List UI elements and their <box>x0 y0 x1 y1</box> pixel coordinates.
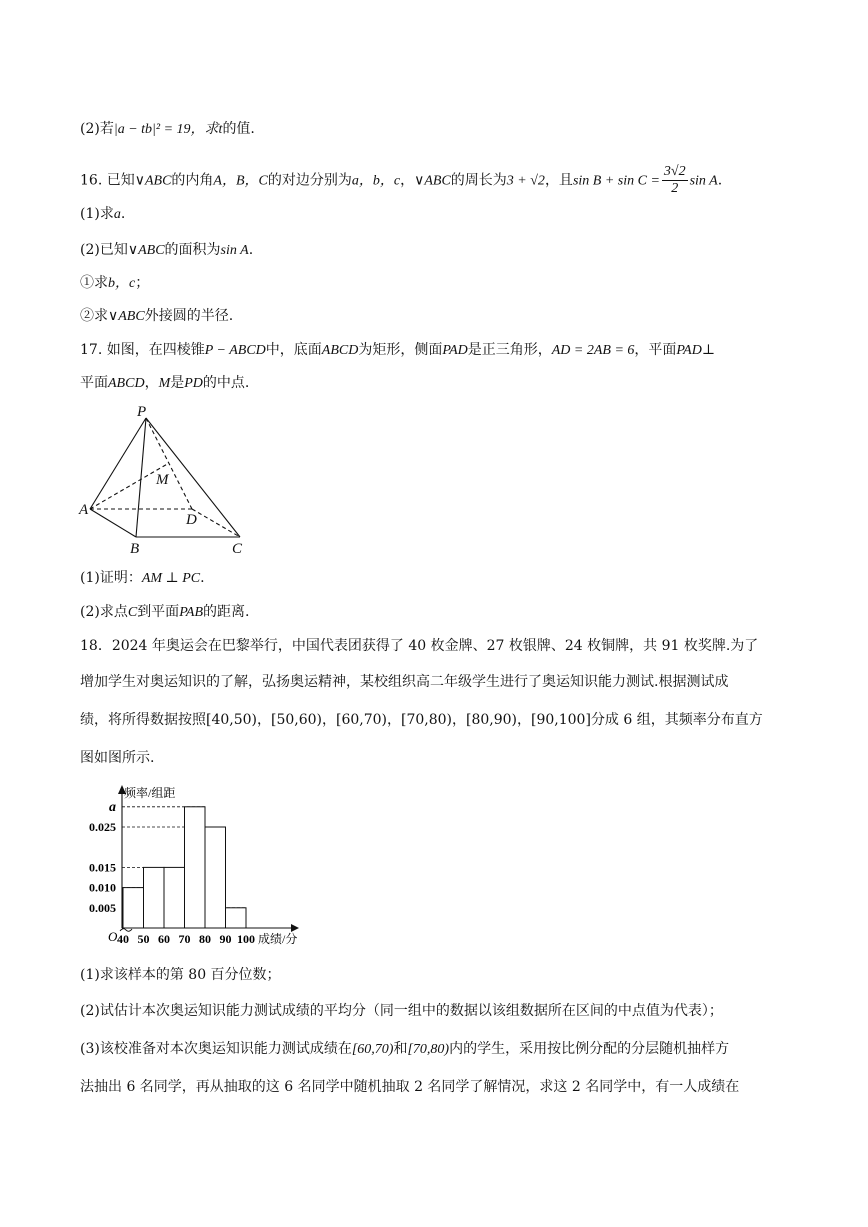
q16-angles: A，B，C <box>213 173 268 189</box>
q17-line2 <box>80 373 249 394</box>
q16-intro-a: 16. 已知 <box>80 172 135 189</box>
q17-base: ABCD <box>321 343 359 358</box>
q17-intro-a: 17. 如图，在四棱锥 <box>80 342 205 358</box>
q16-p2-end: . <box>248 242 254 258</box>
q17-p2-prefix: (2)求点 <box>80 604 128 620</box>
q16-p2b-tri: ∨ABC <box>108 309 145 324</box>
bar-[60,70) <box>164 867 185 928</box>
q17-intro <box>80 340 715 361</box>
q15-part2-expr: |a − tb| <box>113 122 156 137</box>
q18-part1: (1)求该样本的第 80 百分位数； <box>80 967 281 983</box>
q16-eq-left: sin B + sin C = <box>572 173 660 189</box>
q17-p1-expr: AM ⊥ PC <box>141 571 201 586</box>
q16-p2-expr: sin A <box>220 243 249 258</box>
q18-line2: 增加学生对奥运知识的了解，弘扬奥运精神，某校组织高二年级学生进行了奥运知识能力测试.根据测试成 <box>80 674 729 690</box>
q18-p3-i1: [60,70) <box>351 1042 394 1057</box>
label-A: A <box>79 502 89 518</box>
q17-pyramid: P − ABCD <box>204 343 266 358</box>
q16-p1-prefix: (1)求 <box>80 206 114 222</box>
q16-p2-prefix: (2)已知 <box>80 242 128 258</box>
q16-intro-d: ， <box>400 172 415 189</box>
q17-face-2: PAD <box>676 343 702 358</box>
q15-part2-mid: ² = 19，求 <box>155 122 219 137</box>
q18-p3-a: (3)该校准备对本次奥运知识能力测试成绩在 <box>80 1041 352 1057</box>
label-D: D <box>186 512 197 528</box>
pyramid-figure <box>70 400 260 560</box>
q16-p1-end: . <box>120 206 126 222</box>
edge-AB <box>90 509 136 537</box>
q16-p2a-vars: b，c <box>108 276 136 291</box>
y-tick-label-0: 0.005 <box>89 900 116 915</box>
q17-perp: ⊥ <box>701 343 716 358</box>
q17-p2-end: 的距离. <box>203 604 250 620</box>
label-B: B <box>130 541 140 557</box>
label-M: M <box>156 472 169 488</box>
q16-p2b-prefix: ②求 <box>80 308 108 324</box>
q18-line3-a: 绩，将所得数据按照 <box>80 712 206 728</box>
q17-intro-e: ，平面 <box>634 342 677 358</box>
x-axis-arrow <box>291 924 299 932</box>
q17-cond: AD = 2AB = 6 <box>551 343 635 358</box>
q16-p2-mid: 的面积为 <box>164 242 221 258</box>
bar-[40,50) <box>123 888 144 928</box>
q18-p3-c: 内的学生，采用按比例分配的分层随机抽样方 <box>449 1041 730 1057</box>
label-P: P <box>137 404 147 420</box>
q16-perimeter: 3 + √2 <box>506 173 545 189</box>
q17-p1-prefix: (1)证明： <box>80 570 142 586</box>
frequency-histogram <box>76 780 336 950</box>
q16-p1-var: a <box>113 207 121 222</box>
q17-part1 <box>80 568 205 589</box>
x-tick-label-100: 100 <box>237 932 255 946</box>
q18-line3-b: 分成 6 组，其频率分布直方 <box>590 712 763 728</box>
x-tick-label-40: 40 <box>117 932 129 946</box>
q16-intro-f: ，且 <box>544 172 573 189</box>
x-axis-label: 成绩/分 <box>258 932 298 946</box>
q16-part2a <box>80 273 149 294</box>
label-C: C <box>232 541 243 557</box>
q18-line1: 18．2024 年奥运会在巴黎举行，中国代表团获得了 40 枚金牌、27 枚银牌、24 枚铜牌，共 91 枚奖牌.为了 <box>80 638 759 654</box>
q16-p2a-prefix: ①求 <box>80 275 108 291</box>
q17-p2-plane: PAB <box>179 605 204 620</box>
q16-part1 <box>80 204 125 225</box>
edge-DC <box>192 509 240 537</box>
q18-p3-i2: [70,80) <box>407 1042 450 1057</box>
q17-p2-mid: 到平面 <box>137 604 180 620</box>
q16-intro <box>80 164 722 197</box>
axis-break-mark <box>120 929 132 932</box>
q18-p3-b: 和 <box>393 1041 408 1057</box>
q16-fraction <box>662 164 688 197</box>
q18-part3 <box>80 1039 729 1060</box>
q17-line2-a: 平面 <box>80 375 108 391</box>
x-tick-label-70: 70 <box>178 932 191 946</box>
q17-intro-c: 为矩形，侧面 <box>358 342 443 358</box>
x-tick-label-90: 90 <box>219 932 232 946</box>
q17-p1-end: . <box>200 570 205 586</box>
q16-intro-end: . <box>717 172 723 189</box>
y-axis-label: 频率/组距 <box>124 786 176 800</box>
q16-eq-right: sin A <box>689 173 718 189</box>
bar-[70,80) <box>185 807 206 928</box>
q16-part2 <box>80 240 253 261</box>
q16-tri: ∨ABC <box>134 173 172 189</box>
q16-p2-tri: ∨ABC <box>127 243 165 258</box>
bar-[90,100] <box>226 908 247 928</box>
q17-intro-b: 中，底面 <box>265 342 322 358</box>
q17-face: PAD <box>442 343 468 358</box>
y-tick-label-2: 0.015 <box>89 860 116 875</box>
edge-PA <box>90 418 146 509</box>
q15-part2-var: t <box>218 122 223 137</box>
q18-line4: 图如图所示. <box>80 750 155 766</box>
q18-line3 <box>80 710 763 730</box>
x-tick-label-80: 80 <box>199 932 211 946</box>
q17-line2-d: 的中点. <box>202 375 250 391</box>
bar-[50,60) <box>144 867 165 928</box>
q17-seg: PD <box>184 376 203 391</box>
q18-part2: (2)试估计本次奥运知识能力测试成绩的平均分（同一组中的数据以该组数据所在区间的中点值为代表）； <box>80 1003 723 1019</box>
q16-frac-den: 2 <box>671 181 679 196</box>
bar-[80,90) <box>205 827 226 928</box>
x-tick-label-60: 60 <box>158 932 170 946</box>
origin-label: O <box>108 929 118 944</box>
q17-line2-c: 是 <box>170 375 185 391</box>
q16-tri-2: ∨ABC <box>414 173 451 189</box>
q16-frac-num: 3√2 <box>663 164 686 179</box>
y-tick-label-4: a <box>109 799 116 815</box>
q17-mid-pt: M <box>158 376 171 391</box>
q15-part2-prefix: (2)若 <box>80 121 114 137</box>
q18-intervals: [40,50)，[50,60)，[60,70)，[70,80)，[80,90)，[90,100] <box>206 712 591 728</box>
edge-PB <box>136 418 146 537</box>
q18-part3-line2: 法抽出 6 名同学，再从抽取的这 6 名同学中随机抽取 2 名同学了解情况，求这 2 名同学中，有一人成绩在 <box>80 1079 740 1095</box>
q17-part2 <box>80 602 250 623</box>
q17-intro-d: 是正三角形， <box>467 342 552 358</box>
q16-p2b-suffix: 外接圆的半径. <box>144 308 234 324</box>
q17-p2-pt: C <box>127 605 138 620</box>
q16-intro-b: 的内角 <box>171 172 214 189</box>
q16-sides: a，b，c <box>351 173 401 189</box>
y-tick-label-3: 0.025 <box>89 820 116 834</box>
q16-intro-e: 的周长为 <box>450 172 507 189</box>
x-tick-label-50: 50 <box>137 932 150 946</box>
q15-part2 <box>80 119 255 140</box>
q17-line2-base: ABCD <box>108 376 145 391</box>
q16-p2a-end: ； <box>135 275 150 291</box>
q16-intro-c: 的对边分别为 <box>267 172 352 189</box>
y-tick-label-1: 0.010 <box>89 880 116 895</box>
q17-line2-b: ， <box>144 375 159 391</box>
q16-part2b <box>80 306 233 327</box>
q15-part2-suffix: 的值. <box>222 121 255 137</box>
